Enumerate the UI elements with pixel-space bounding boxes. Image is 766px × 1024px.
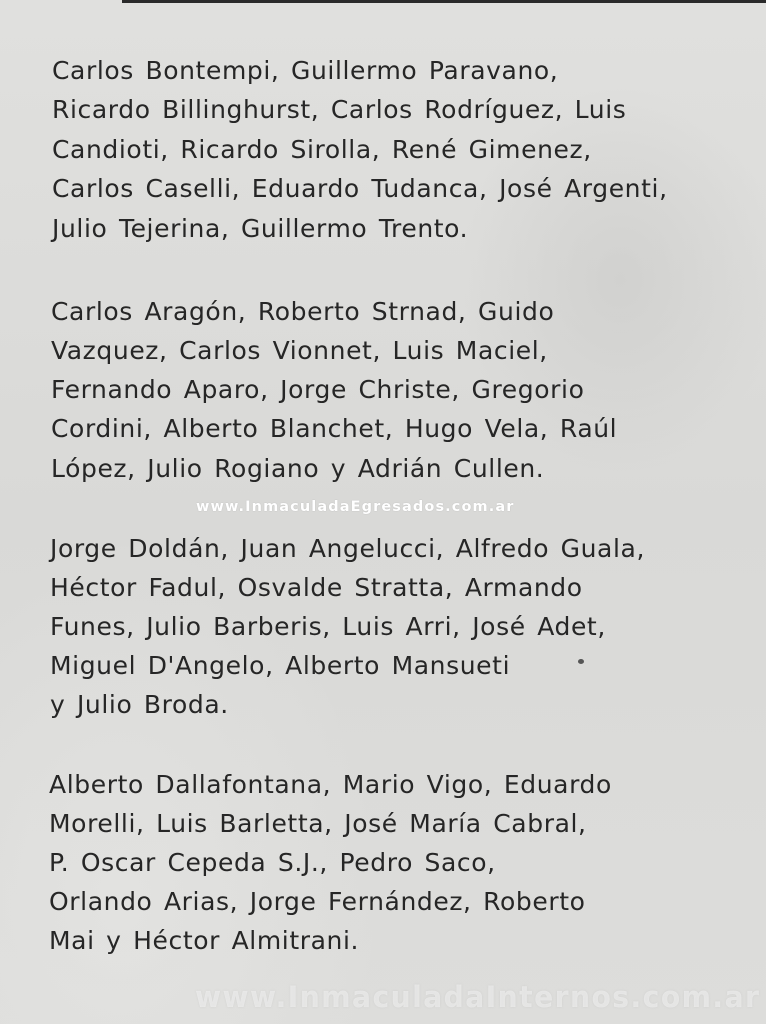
text-line: Carlos Bontempi, Guillermo Paravano, <box>52 56 559 85</box>
watermark-bottom: www.InmaculadaInternos.com.ar <box>195 980 761 1014</box>
text-line: Carlos Aragón, Roberto Strnad, Guido <box>51 297 555 326</box>
text-line: Carlos Caselli, Eduardo Tudanca, José Argenti, <box>52 174 668 203</box>
text-line: Morelli, Luis Barletta, José María Cabral, <box>49 809 587 838</box>
text-line: López, Julio Rogiano y Adrián Cullen. <box>51 454 545 483</box>
top-rule <box>122 0 766 3</box>
text-line: Ricardo Billinghurst, Carlos Rodríguez, Luis <box>52 95 627 124</box>
text-line: Orlando Arias, Jorge Fernández, Roberto <box>49 887 586 916</box>
text-line: P. Oscar Cepeda S.J., Pedro Saco, <box>49 848 496 877</box>
ink-dot <box>578 659 584 664</box>
text-line: Jorge Doldán, Juan Angelucci, Alfredo Guala, <box>50 534 645 563</box>
text-line: Héctor Fadul, Osvalde Stratta, Armando <box>50 573 583 602</box>
text-line: Candioti, Ricardo Sirolla, René Gimenez, <box>52 135 592 164</box>
text-line: y Julio Broda. <box>50 690 229 719</box>
text-line: Cordini, Alberto Blanchet, Hugo Vela, Raúl <box>51 414 618 443</box>
text-line: Miguel D'Angelo, Alberto Mansueti <box>50 651 511 680</box>
text-line: Fernando Aparo, Jorge Christe, Gregorio <box>51 375 585 404</box>
text-line: Mai y Héctor Almitrani. <box>49 926 360 955</box>
text-line: Julio Tejerina, Guillermo Trento. <box>52 214 469 243</box>
watermark-middle: www.InmaculadaEgresados.com.ar <box>196 499 515 515</box>
text-line: Funes, Julio Barberis, Luis Arri, José Adet, <box>50 612 606 641</box>
text-line: Vazquez, Carlos Vionnet, Luis Maciel, <box>51 336 548 365</box>
text-line: Alberto Dallafontana, Mario Vigo, Eduardo <box>49 770 612 799</box>
